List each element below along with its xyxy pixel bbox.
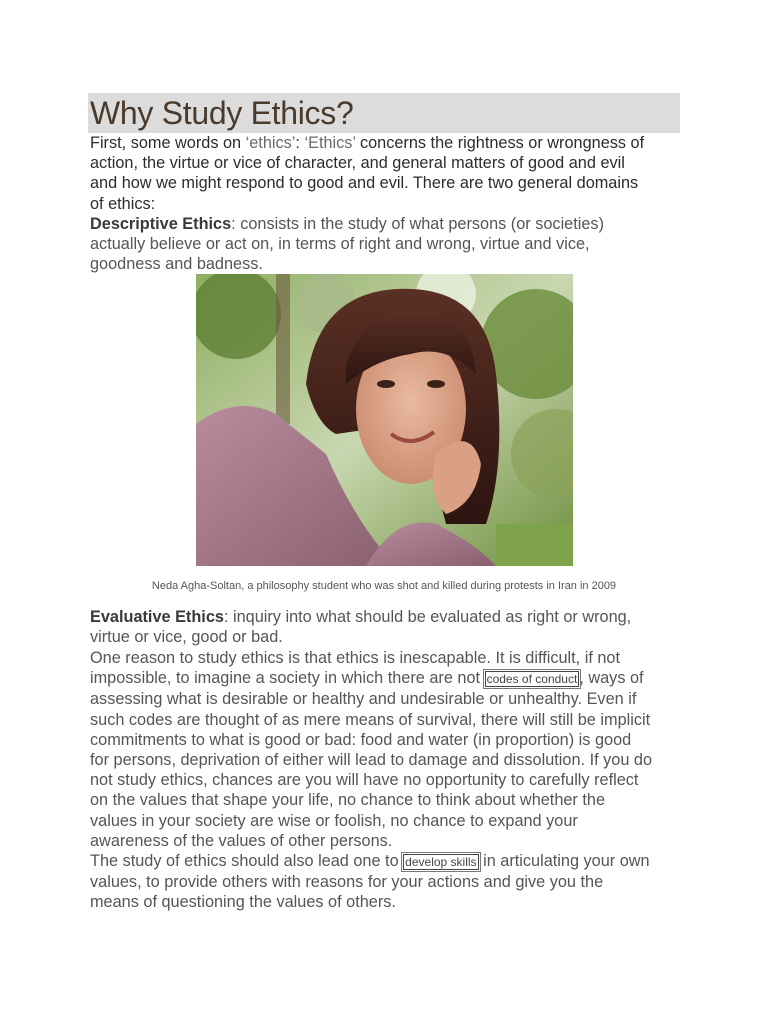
evaluative-ethics-paragraph — [90, 607, 690, 647]
intro-paragraph — [90, 133, 690, 214]
intro-colon: : — [295, 134, 305, 152]
reason-text: impossible, to imagine a society in which there are not — [90, 669, 485, 688]
portrait-photo — [196, 274, 573, 566]
skills-paragraph — [90, 851, 690, 913]
reason-line-8: on the values that shape your life, no chance to think about whether the — [90, 791, 606, 810]
intro-text: concerns the rightness or wrongness of — [355, 134, 645, 152]
reason-line-1: One reason to study ethics is that ethics is inescapable. It is difficult, if not — [90, 649, 621, 667]
reason-line-3: assessing what is desirable or healthy and undesirable or unhealthy. Even if — [90, 690, 637, 709]
reason-line-6: for persons, deprivation of either will lead to damage and dissolution. If you do — [90, 751, 653, 770]
reason-line-7: not study ethics, chances are you will have no opportunity to carefully reflect — [90, 771, 639, 790]
skills-line-1 — [90, 851, 690, 872]
title-bar — [88, 93, 680, 133]
quoted-ethics-capital: ‘Ethics’ — [304, 134, 356, 152]
reason-line-9: values in your society are wise or foolish, no chance to expand your — [90, 811, 578, 830]
skills-text: in articulating your own — [478, 852, 650, 870]
intro-line-1 — [90, 133, 690, 153]
skills-line-2: values, to provide others with reasons for your actions and give you the — [90, 873, 604, 892]
reason-text: , ways of — [579, 669, 644, 688]
intro-line-2: action, the virtue or vice of character, and general matters of good and evil — [90, 154, 625, 173]
intro-line-4: of ethics: — [90, 194, 156, 213]
reason-line-5: commitments to what is good or bad: food and water (in proportion) is good — [90, 730, 632, 749]
intro-text: First, some words on — [90, 134, 246, 152]
reason-line-2 — [90, 668, 690, 689]
photo-caption: Neda Agha-Soltan, a philosophy student who was shot and killed during protests in Iran in 2009 — [151, 580, 617, 592]
descriptive-text: : consists in the study of what persons (or societies) — [231, 215, 604, 233]
develop-skills-link[interactable]: develop skills — [405, 855, 477, 869]
descriptive-line-2: actually believe or act on, in terms of right and wrong, virtue and vice, — [90, 235, 590, 254]
descriptive-ethics-paragraph — [90, 214, 690, 275]
evaluative-line-2: virtue or vice, good or bad. — [90, 628, 283, 647]
evaluative-ethics-term: Evaluative Ethics — [90, 608, 224, 626]
evaluative-text: : inquiry into what should be evaluated as right or wrong, — [223, 608, 632, 626]
evaluative-line-1 — [90, 607, 690, 627]
reason-line-4: such codes are thought of as mere means of survival, there will still be implicit — [90, 710, 651, 729]
skills-text: The study of ethics should also lead one to — [90, 852, 404, 870]
reason-line-10: awareness of the values of other persons. — [90, 831, 393, 850]
intro-line-3: and how we might respond to good and evil. There are two general domains — [90, 174, 639, 193]
reason-paragraph — [90, 648, 690, 851]
quoted-ethics: ‘ethics’ — [245, 134, 296, 152]
descriptive-line-1 — [90, 214, 690, 234]
descriptive-line-3: goodness and badness. — [90, 255, 263, 274]
skills-line-3: means of questioning the values of others. — [90, 893, 396, 912]
descriptive-ethics-term: Descriptive Ethics — [90, 215, 232, 233]
codes-of-conduct-link[interactable]: codes of conduct — [486, 672, 578, 687]
page-title: Why Study Ethics? — [90, 95, 354, 131]
